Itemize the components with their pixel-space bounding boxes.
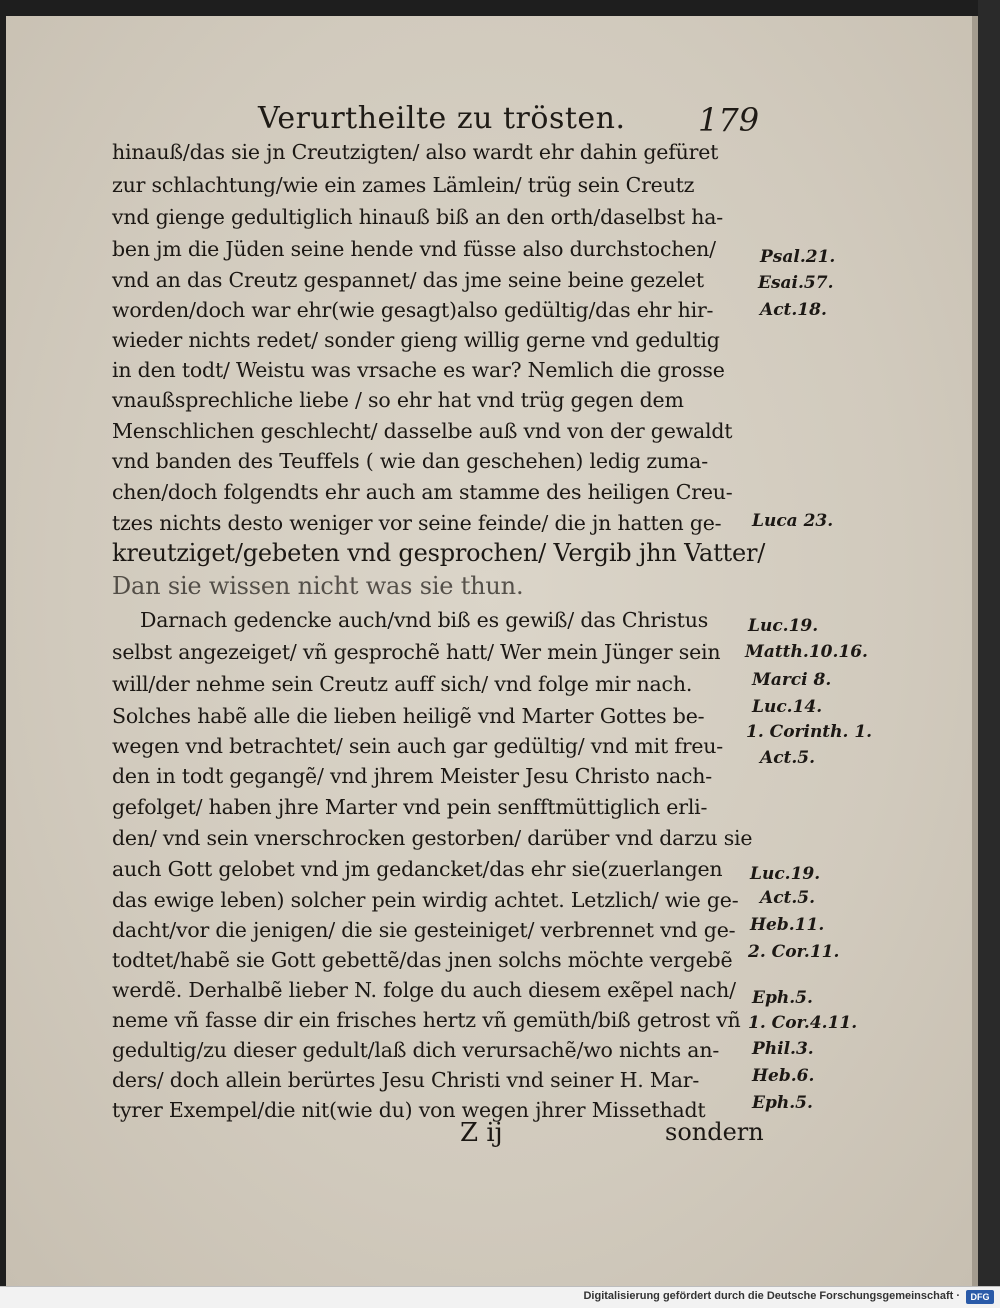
text-line: tyrer Exempel/die nit(wie du) von wegen jhrer Missethadt <box>112 1098 706 1122</box>
marginal-note: Luc.19. <box>748 616 819 636</box>
marginal-note: Luc.19. <box>750 864 821 884</box>
text-line: kreutziget/gebeten vnd gesprochen/ Vergib jhn Vatter/ <box>112 539 766 567</box>
text-line: vnd banden des Teuffels ( wie dan geschehen) ledig zuma- <box>112 449 708 473</box>
text-line: todtet/habẽ sie Gott gebettẽ/das jnen solchs möchte vergebẽ <box>112 948 733 972</box>
funding-notice: Digitalisierung gefördert durch die Deutsche Forschungsgemeinschaft · <box>583 1290 960 1302</box>
marginal-note: Matth.10.16. <box>745 642 868 662</box>
marginal-note: Psal.21. <box>760 247 836 267</box>
marginal-note: Heb.11. <box>750 915 825 935</box>
text-line: wieder nichts redet/ sonder gieng willig gerne vnd gedultig <box>112 328 720 352</box>
catchword: sondern <box>665 1118 764 1146</box>
text-line: tzes nichts desto weniger vor seine feinde/ die jn hatten ge- <box>112 511 722 535</box>
text-line: chen/doch folgendts ehr auch am stamme des heiligen Creu- <box>112 480 733 504</box>
running-head: Verurtheilte zu trösten. <box>258 101 626 136</box>
marginal-note: Act.5. <box>760 748 816 768</box>
text-line: gedultig/zu dieser gedult/laß dich verursachẽ/wo nichts an- <box>112 1038 720 1062</box>
text-line: vnd gienge gedultiglich hinauß biß an den orth/daselbst ha- <box>112 205 723 229</box>
text-line: werdẽ. Derhalbẽ lieber N. folge du auch diesem exẽpel nach/ <box>112 978 736 1002</box>
text-line: hinauß/das sie jn Creutzigten/ also wardt ehr dahin gefüret <box>112 140 719 164</box>
marginal-note: Luca 23. <box>752 511 834 531</box>
text-line: neme vñ fasse dir ein frisches hertz vñ gemüth/biß getrost vñ <box>112 1008 741 1032</box>
dfg-logo: DFG <box>966 1290 994 1304</box>
text-line: Dan sie wissen nicht was sie thun. <box>112 572 524 600</box>
marginal-note: Eph.5. <box>752 988 813 1008</box>
text-line: vnd an das Creutz gespannet/ das jme seine beine gezelet <box>112 268 704 292</box>
text-line: gefolget/ haben jhre Marter vnd pein senfftmüttiglich erli- <box>112 795 708 819</box>
page-number: 179 <box>698 101 760 139</box>
marginal-note: Luc.14. <box>752 697 823 717</box>
text-line: in den todt/ Weistu was vrsache es war? Nemlich die grosse <box>112 358 725 382</box>
marginal-note: 1. Cor.4.11. <box>748 1013 858 1033</box>
text-line: Darnach gedencke auch/vnd biß es gewiß/ das Christus <box>140 608 709 632</box>
marginal-note: Phil.3. <box>752 1039 814 1059</box>
marginal-note: 2. Cor.11. <box>748 942 840 962</box>
marginal-note: Heb.6. <box>752 1066 815 1086</box>
marginal-note: Marci 8. <box>752 670 832 690</box>
text-line: wegen vnd betrachtet/ sein auch gar gedültig/ vnd mit freu- <box>112 734 724 758</box>
text-line: den in todt gegangẽ/ vnd jhrem Meister Jesu Christo nach- <box>112 764 713 788</box>
text-line: zur schlachtung/wie ein zames Lämlein/ trüg sein Creutz <box>112 173 695 197</box>
text-line: selbst angezeiget/ vñ gesprochẽ hatt/ Wer mein Jünger sein <box>112 640 721 664</box>
marginal-note: Esai.57. <box>758 273 834 293</box>
text-line: ders/ doch allein berürtes Jesu Christi vnd seiner H. Mar- <box>112 1068 700 1092</box>
text-line: will/der nehme sein Creutz auff sich/ vnd folge mir nach. <box>112 672 693 696</box>
text-line: worden/doch war ehr(wie gesagt)also gedültig/das ehr hir- <box>112 298 714 322</box>
text-line: den/ vnd sein vnerschrocken gestorben/ darüber vnd darzu sie <box>112 826 753 850</box>
marginal-note: Act.5. <box>760 888 816 908</box>
signature-mark: Z ij <box>460 1118 503 1148</box>
marginal-note: 1. Corinth. 1. <box>746 722 873 742</box>
footer-bar <box>0 1286 1000 1308</box>
text-line: auch Gott gelobet vnd jm gedancket/das ehr sie(zuerlangen <box>112 857 723 881</box>
marginal-note: Act.18. <box>760 300 827 320</box>
text-line: ben jm die Jüden seine hende vnd füsse also durchstochen/ <box>112 237 716 261</box>
marginal-note: Eph.5. <box>752 1093 813 1113</box>
text-line: vnaußsprechliche liebe / so ehr hat vnd trüg gegen dem <box>112 388 684 412</box>
text-line: dacht/vor die jenigen/ die sie gesteiniget/ verbrennet vnd ge- <box>112 918 736 942</box>
text-line: Menschlichen geschlecht/ dasselbe auß vnd von der gewaldt <box>112 419 733 443</box>
text-line: Solches habẽ alle die lieben heiligẽ vnd Marter Gottes be- <box>112 704 705 728</box>
text-line: das ewige leben) solcher pein wirdig achtet. Letzlich/ wie ge- <box>112 888 739 912</box>
